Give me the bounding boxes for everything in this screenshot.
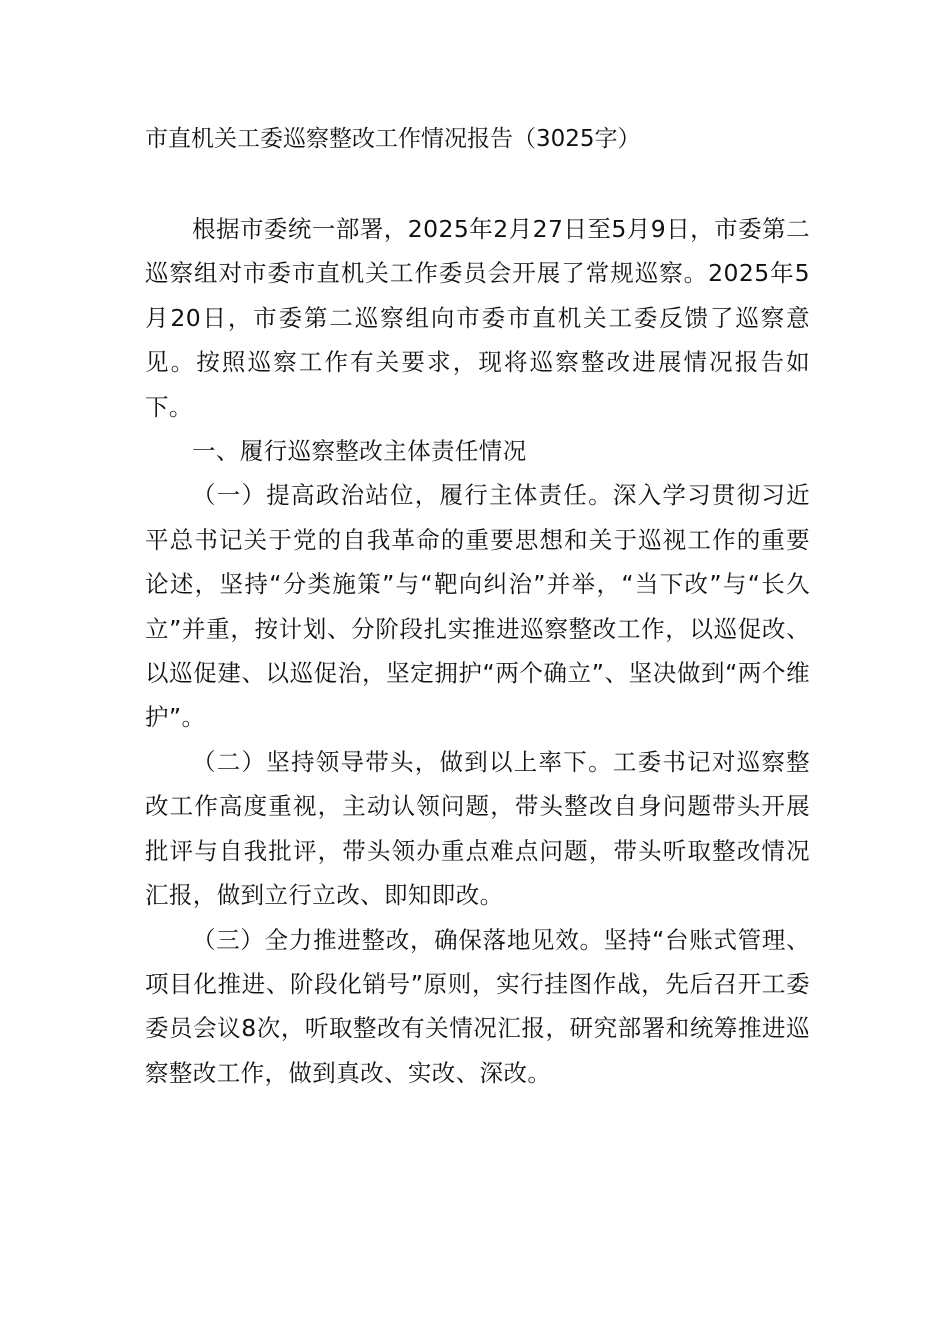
paragraph-intro: 根据市委统一部署，2025年2月27日至5月9日，市委第二巡察组对市委市直机关工作委员会开展了常规巡察。2025年5月20日，市委第二巡察组向市委市直机关工委反馈了巡察意见。按照巡察工作有关要求，现将巡察整改进展情况报告如下。 bbox=[145, 215, 810, 421]
paragraph-item-2: （二）坚持领导带头，做到以上率下。工委书记对巡察整改工作高度重视，主动认领问题，带头整改自身问题带头开展批评与自我批评，带头领办重点难点问题，带头听取整改情况汇报，做到立行立改、即知即改。 bbox=[145, 747, 810, 910]
document-body bbox=[145, 207, 810, 1095]
section-heading-1: 一、履行巡察整改主体责任情况 bbox=[192, 437, 527, 466]
paragraph-item-3: （三）全力推进整改，确保落地见效。坚持“台账式管理、项目化推进、阶段化销号”原则，实行挂图作战，先后召开工委委员会议8次，听取整改有关情况汇报，研究部署和统筹推进巡察整改工作，做到真改、实改、深改。 bbox=[145, 925, 810, 1087]
document-title: 市直机关工委巡察整改工作情况报告（3025字） bbox=[145, 126, 641, 152]
paragraph-item-1: （一）提高政治站位，履行主体责任。深入学习贯彻习近平总书记关于党的自我革命的重要思想和关于巡视工作的重要论述，坚持“分类施策”与“靶向纠治”并举，“当下改”与“长久立”并重，按计划、分阶段扎实推进巡察整改工作，以巡促改、以巡促建、以巡促治，坚定拥护“两个确立”、坚决做到“两个维护”。 bbox=[145, 481, 810, 732]
